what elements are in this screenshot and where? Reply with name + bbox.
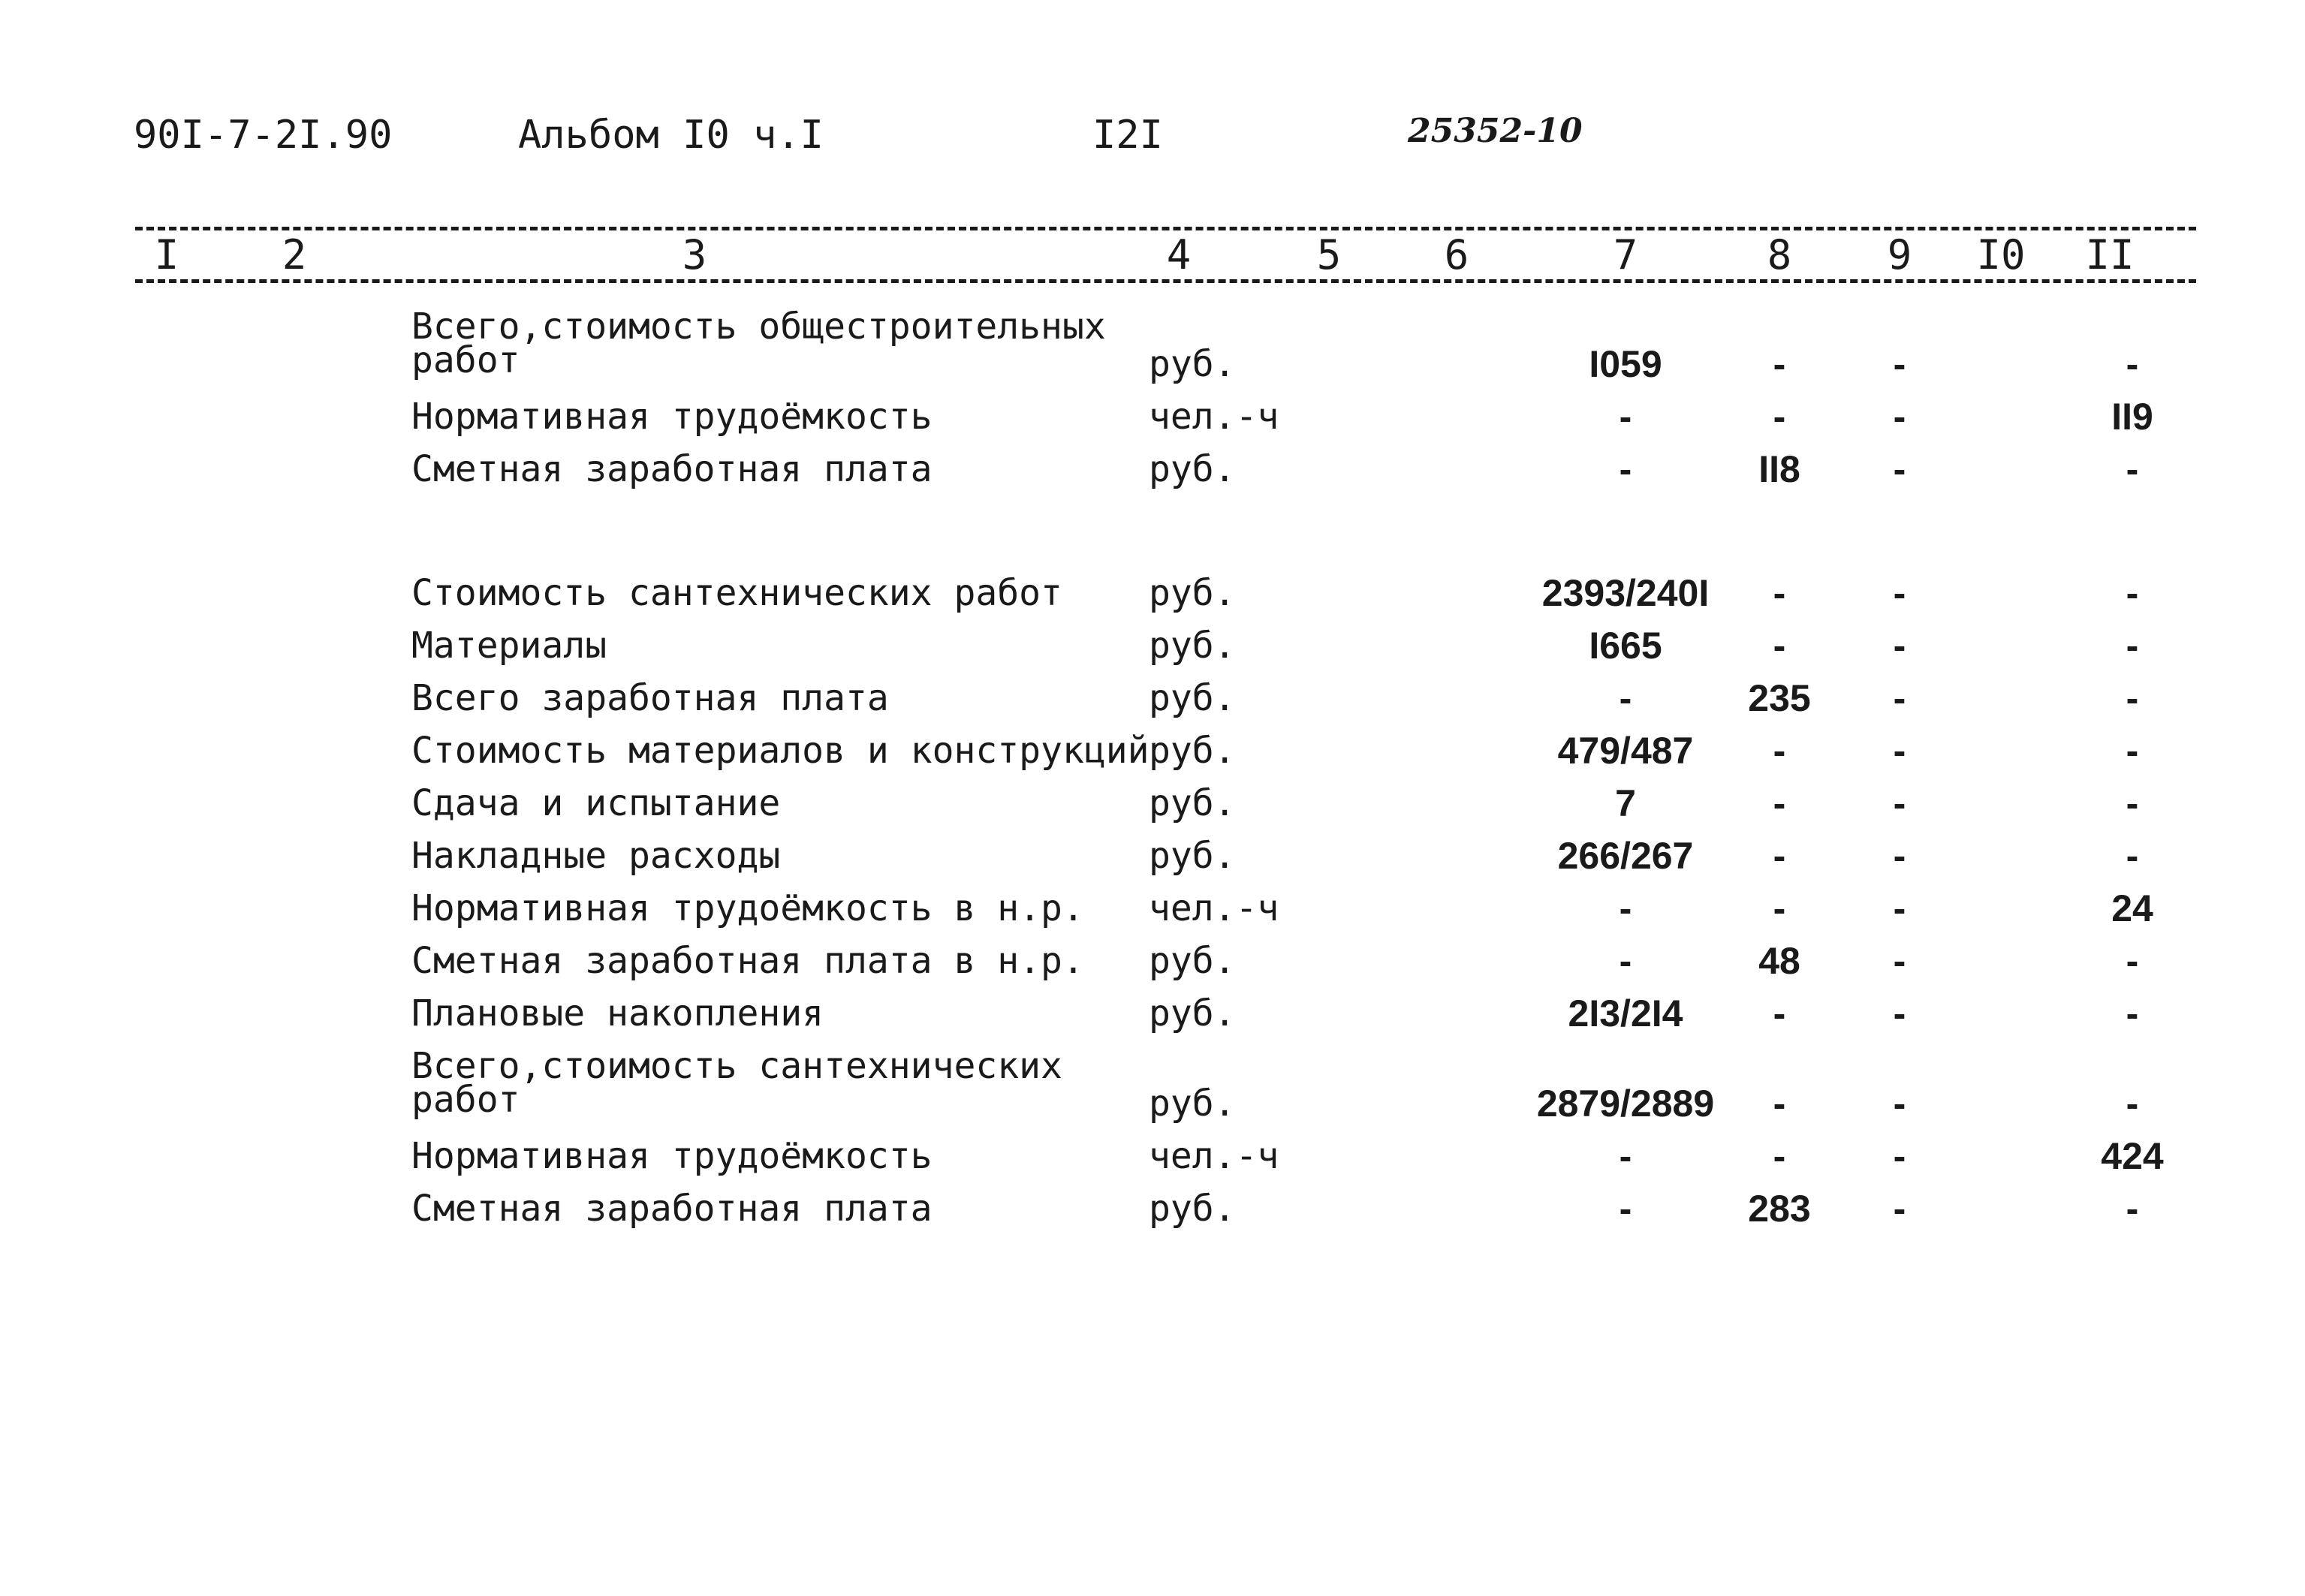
row-name: Всего,стоимость сантехнических <box>411 1045 1062 1087</box>
row-name: Материалы <box>411 625 607 667</box>
row-unit: руб. <box>1149 572 1236 614</box>
row-col11-value: - <box>2126 940 2139 982</box>
row-col8-value: - <box>1773 992 1786 1034</box>
row-col8-value: II8 <box>1758 448 1800 490</box>
row-col8-value: - <box>1773 782 1786 824</box>
handwritten-stamp: 25352-10 <box>1408 112 1583 150</box>
row-unit: чел.-ч <box>1149 396 1279 438</box>
row-name: Нормативная трудоёмкость <box>411 396 933 438</box>
row-unit: руб. <box>1149 992 1236 1034</box>
row-col11-value: - <box>2126 343 2139 385</box>
column-number: 8 <box>1746 233 1813 278</box>
document-code: 90I-7-2I.90 <box>134 113 393 158</box>
row-col9-value: - <box>1893 343 1906 385</box>
row-col8-value: - <box>1773 396 1786 438</box>
row-unit: руб. <box>1149 835 1236 877</box>
row-name: Всего,стоимость общестроительных <box>411 306 1106 348</box>
row-col9-value: - <box>1893 940 1906 982</box>
row-col9-value: - <box>1893 730 1906 772</box>
column-header-bottom-rule <box>135 279 2196 283</box>
row-col8-value: - <box>1773 835 1786 877</box>
row-name: Сметная заработная плата в н.р. <box>411 940 1084 982</box>
column-header-top-rule <box>135 227 2196 230</box>
row-col9-value: - <box>1893 1188 1906 1230</box>
row-col11-value: - <box>2126 992 2139 1034</box>
row-col9-value: - <box>1893 992 1906 1034</box>
row-col8-value: - <box>1773 887 1786 929</box>
column-number: I <box>133 233 200 278</box>
row-col11-value: - <box>2126 782 2139 824</box>
row-unit: руб. <box>1149 448 1236 490</box>
row-col11-value: - <box>2126 677 2139 719</box>
row-col7-value: I665 <box>1589 625 1662 667</box>
row-unit: руб. <box>1149 343 1236 385</box>
column-number: 9 <box>1866 233 1933 278</box>
row-name: Всего заработная плата <box>411 677 889 719</box>
row-col7-value: - <box>1619 396 1632 438</box>
row-unit: руб. <box>1149 782 1236 824</box>
row-col7-value: 266/267 <box>1557 835 1694 877</box>
row-col8-value: - <box>1773 625 1786 667</box>
row-col8-value: - <box>1773 1135 1786 1177</box>
row-col11-value: - <box>2126 1188 2139 1230</box>
column-number: 7 <box>1592 233 1659 278</box>
row-col9-value: - <box>1893 782 1906 824</box>
column-number: 3 <box>661 233 728 278</box>
row-col9-value: - <box>1893 1083 1906 1125</box>
row-col7-value: - <box>1619 448 1632 490</box>
row-col7-value: 479/487 <box>1557 730 1694 772</box>
row-col8-value: 283 <box>1748 1188 1811 1230</box>
row-col11-value: II9 <box>2111 396 2153 438</box>
row-col8-value: - <box>1773 1083 1786 1125</box>
row-col11-value: 424 <box>2101 1135 2164 1177</box>
column-number: I0 <box>1967 233 2035 278</box>
row-col7-value: - <box>1619 1135 1632 1177</box>
row-unit: руб. <box>1149 625 1236 667</box>
row-col8-value: - <box>1773 730 1786 772</box>
row-col7-value: 2879/2889 <box>1536 1083 1715 1125</box>
row-name-continued: работ <box>411 1079 520 1121</box>
row-col8-value: 48 <box>1758 940 1800 982</box>
row-name-continued: работ <box>411 339 520 381</box>
row-unit: чел.-ч <box>1149 887 1279 929</box>
album-label: Альбом I0 ч.I <box>518 113 824 158</box>
row-name: Сдача и испытание <box>411 782 781 824</box>
row-unit: руб. <box>1149 1083 1236 1125</box>
column-number: 4 <box>1145 233 1213 278</box>
page-number: I2I <box>1092 113 1163 158</box>
column-number: 6 <box>1423 233 1490 278</box>
row-col8-value: 235 <box>1748 677 1811 719</box>
row-col9-value: - <box>1893 625 1906 667</box>
row-name: Стоимость сантехнических работ <box>411 572 1062 614</box>
row-col11-value: - <box>2126 625 2139 667</box>
row-col9-value: - <box>1893 1135 1906 1177</box>
row-col7-value: - <box>1619 887 1632 929</box>
row-col9-value: - <box>1893 677 1906 719</box>
row-col9-value: - <box>1893 572 1906 614</box>
row-name: Нормативная трудоёмкость в н.р. <box>411 887 1084 929</box>
row-col9-value: - <box>1893 448 1906 490</box>
row-col8-value: - <box>1773 343 1786 385</box>
row-col11-value: - <box>2126 1083 2139 1125</box>
row-name: Плановые накопления <box>411 992 824 1034</box>
row-unit: руб. <box>1149 1188 1236 1230</box>
row-col7-value: I059 <box>1589 343 1662 385</box>
row-col9-value: - <box>1893 835 1906 877</box>
column-number: 2 <box>261 233 328 278</box>
row-unit: руб. <box>1149 730 1236 772</box>
row-col7-value: 2I3/2I4 <box>1568 992 1683 1034</box>
row-col11-value: 24 <box>2111 887 2153 929</box>
row-col7-value: 2393/240I <box>1541 572 1710 614</box>
row-name: Стоимость материалов и конструкций <box>411 730 1149 772</box>
row-unit: руб. <box>1149 677 1236 719</box>
row-col11-value: - <box>2126 572 2139 614</box>
row-col9-value: - <box>1893 396 1906 438</box>
row-name: Нормативная трудоёмкость <box>411 1135 933 1177</box>
column-number: II <box>2076 233 2144 278</box>
row-col11-value: - <box>2126 835 2139 877</box>
row-col7-value: - <box>1619 1188 1632 1230</box>
row-unit: чел.-ч <box>1149 1135 1279 1177</box>
row-col11-value: - <box>2126 448 2139 490</box>
row-col7-value: - <box>1619 677 1632 719</box>
row-col11-value: - <box>2126 730 2139 772</box>
row-col8-value: - <box>1773 572 1786 614</box>
row-col7-value: 7 <box>1615 782 1636 824</box>
row-name: Накладные расходы <box>411 835 781 877</box>
column-number: 5 <box>1295 233 1363 278</box>
row-col9-value: - <box>1893 887 1906 929</box>
row-col7-value: - <box>1619 940 1632 982</box>
row-name: Сметная заработная плата <box>411 1188 933 1230</box>
row-name: Сметная заработная плата <box>411 448 933 490</box>
row-unit: руб. <box>1149 940 1236 982</box>
